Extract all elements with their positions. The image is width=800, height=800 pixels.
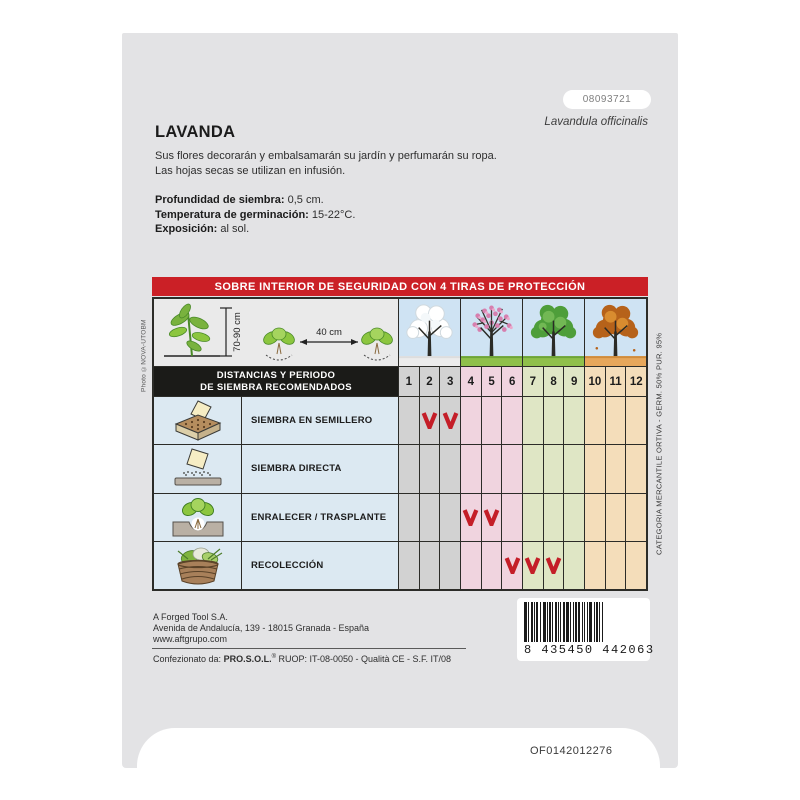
spec-label: Temperatura de germinación: (155, 208, 309, 221)
check-icon (462, 509, 479, 526)
calendar-cell-m4 (461, 542, 482, 589)
photo-credit: Photo ©NOVA-UTOBM (140, 319, 148, 393)
spec-value: al sol. (217, 223, 250, 235)
calendar-cell-m2 (420, 494, 441, 541)
table-header-line: DISTANCIAS Y PERIODO (216, 370, 336, 381)
plant-spacing-diagram (154, 299, 399, 367)
calendar-cell-m6 (502, 445, 523, 492)
spacing-diagram-drawing (154, 299, 399, 366)
botanical-name: Lavandula officinalis (544, 116, 648, 128)
month-numbers-row (399, 367, 646, 397)
calendar-cell-m1 (399, 445, 420, 492)
summer-tree-icon (523, 299, 584, 366)
spec-line (155, 208, 355, 223)
calendar-cell-m4 (461, 445, 482, 492)
calendar-cell-m12 (626, 494, 646, 541)
direct-sowing-icon (154, 445, 242, 492)
sowing-calendar-table (152, 297, 648, 591)
table-row (154, 494, 646, 542)
calendar-cell-m12 (626, 542, 646, 589)
spec-label: Exposición: (155, 223, 218, 235)
season-cell-summer (523, 299, 585, 366)
spacing-label: 40 cm (316, 327, 342, 338)
calendar-cell-m10 (585, 397, 606, 444)
description-text (155, 149, 497, 179)
calendar-cell-m5 (482, 397, 503, 444)
calendar-cell-m9 (564, 494, 585, 541)
check-icon (421, 412, 438, 429)
month-cell-4: 4 (461, 367, 482, 396)
calendar-cell-m7 (523, 445, 544, 492)
company-address (153, 612, 369, 645)
spring-tree-icon (461, 299, 522, 366)
divider-line (152, 648, 466, 649)
calendar-cell-m8 (544, 494, 565, 541)
packager-line (153, 654, 451, 664)
lot-number-badge: 08093721 (563, 90, 651, 109)
calendar-cell-m5 (482, 494, 503, 541)
calendar-cell-m3 (440, 542, 461, 589)
seed-packet-back (122, 33, 678, 768)
check-icon (442, 412, 459, 429)
spec-value: 15-22°C. (308, 208, 356, 221)
packager-details: RUOP: IT-08-0050 - Qualità CE - S.F. IT/08 (276, 654, 452, 664)
description-line: Sus flores decorarán y embalsamarán su jardín y perfumarán su ropa. (155, 150, 497, 162)
barcode-digits: 8 435450 442063 (524, 643, 655, 657)
season-pictures-row (399, 299, 646, 367)
calendar-cell-m6 (502, 494, 523, 541)
calendar-cell-m9 (564, 397, 585, 444)
address-line: A Forged Tool S.A. (153, 612, 228, 622)
table-header-line: DE SIEMBRA RECOMENDADOS (200, 381, 352, 393)
ean-barcode (517, 598, 655, 661)
calendar-cell-m8 (544, 397, 565, 444)
calendar-cell-m1 (399, 494, 420, 541)
calendar-cell-m2 (420, 542, 441, 589)
security-banner: SOBRE INTERIOR DE SEGURIDAD CON 4 TIRAS DE PROTECCIÓN (152, 277, 648, 296)
address-line: Avenida de Andalucía, 139 - 18015 Granada - España (153, 623, 369, 633)
month-cell-12: 12 (626, 367, 646, 396)
check-icon (483, 509, 500, 526)
calendar-cell-m1 (399, 542, 420, 589)
calendar-cell-m3 (440, 494, 461, 541)
calendar-cell-m10 (585, 494, 606, 541)
registered-mark: ® (271, 654, 276, 660)
calendar-cell-m7 (523, 542, 544, 589)
calendar-cell-m12 (626, 445, 646, 492)
spec-value: 0,5 cm. (284, 194, 324, 206)
month-cell-11: 11 (606, 367, 627, 396)
calendar-cell-m6 (502, 542, 523, 589)
calendar-cell-m8 (544, 542, 565, 589)
month-cell-6: 6 (502, 367, 523, 396)
month-cell-1: 1 (399, 367, 420, 396)
season-cell-spring (461, 299, 523, 366)
calendar-cell-m7 (523, 397, 544, 444)
autumn-tree-icon (585, 299, 646, 366)
calendar-cell-m7 (523, 494, 544, 541)
row-label: SIEMBRA EN SEMILLERO (242, 397, 399, 444)
transplant-icon (154, 494, 242, 541)
reference-code: OF0142012276 (530, 745, 613, 757)
check-icon (545, 557, 562, 574)
check-icon (504, 557, 521, 574)
harvest-basket-icon (154, 542, 242, 589)
seed-tray-icon (154, 397, 242, 444)
calendar-cell-m3 (440, 397, 461, 444)
check-icon (524, 557, 541, 574)
month-cell-5: 5 (482, 367, 503, 396)
calendar-cell-m3 (440, 445, 461, 492)
calendar-cell-m12 (626, 397, 646, 444)
calendar-cell-m1 (399, 397, 420, 444)
table-row (154, 445, 646, 493)
month-cell-10: 10 (585, 367, 606, 396)
table-row (154, 542, 646, 589)
month-cell-2: 2 (420, 367, 441, 396)
season-cell-winter (399, 299, 461, 366)
calendar-cell-m11 (606, 494, 627, 541)
calendar-rows (154, 397, 646, 589)
table-header-title (154, 367, 399, 397)
packager-prefix: Confezionato da: (153, 654, 224, 664)
description-line: Las hojas secas se utilizan en infusión. (155, 165, 346, 177)
barcode-bars (524, 602, 643, 642)
month-cell-3: 3 (440, 367, 461, 396)
calendar-cell-m10 (585, 445, 606, 492)
calendar-cell-m5 (482, 542, 503, 589)
winter-tree-icon (399, 299, 460, 366)
calendar-cell-m10 (585, 542, 606, 589)
month-cell-7: 7 (523, 367, 544, 396)
packager-name: PRO.S.O.L. (223, 654, 272, 664)
calendar-cell-m4 (461, 397, 482, 444)
calendar-cell-m2 (420, 445, 441, 492)
calendar-cell-m11 (606, 542, 627, 589)
calendar-cell-m9 (564, 542, 585, 589)
calendar-cell-m4 (461, 494, 482, 541)
row-label: RECOLECCIÓN (242, 542, 399, 589)
category-side-note: CATEGORIA MERCANTILE ORTIVA - GERM. 50% PUR. 95% (654, 332, 664, 556)
sowing-specs (155, 193, 355, 237)
spec-line (155, 193, 355, 208)
month-cell-9: 9 (564, 367, 585, 396)
calendar-cell-m2 (420, 397, 441, 444)
season-cell-autumn (585, 299, 646, 366)
calendar-cell-m11 (606, 397, 627, 444)
height-label: 70-90 cm (232, 312, 243, 352)
calendar-cell-m8 (544, 445, 565, 492)
month-cell-8: 8 (544, 367, 565, 396)
product-title: LAVANDA (155, 123, 236, 141)
spec-label: Profundidad de siembra: (155, 194, 285, 206)
row-label: ENRALECER / TRASPLANTE (242, 494, 399, 541)
row-label: SIEMBRA DIRECTA (242, 445, 399, 492)
spec-line (155, 222, 355, 237)
calendar-cell-m9 (564, 445, 585, 492)
address-line: www.aftgrupo.com (153, 634, 228, 644)
calendar-cell-m11 (606, 445, 627, 492)
lettuce-plant (359, 328, 394, 360)
calendar-cell-m6 (502, 397, 523, 444)
table-row (154, 397, 646, 445)
calendar-cell-m5 (482, 445, 503, 492)
lettuce-plant (261, 328, 296, 360)
